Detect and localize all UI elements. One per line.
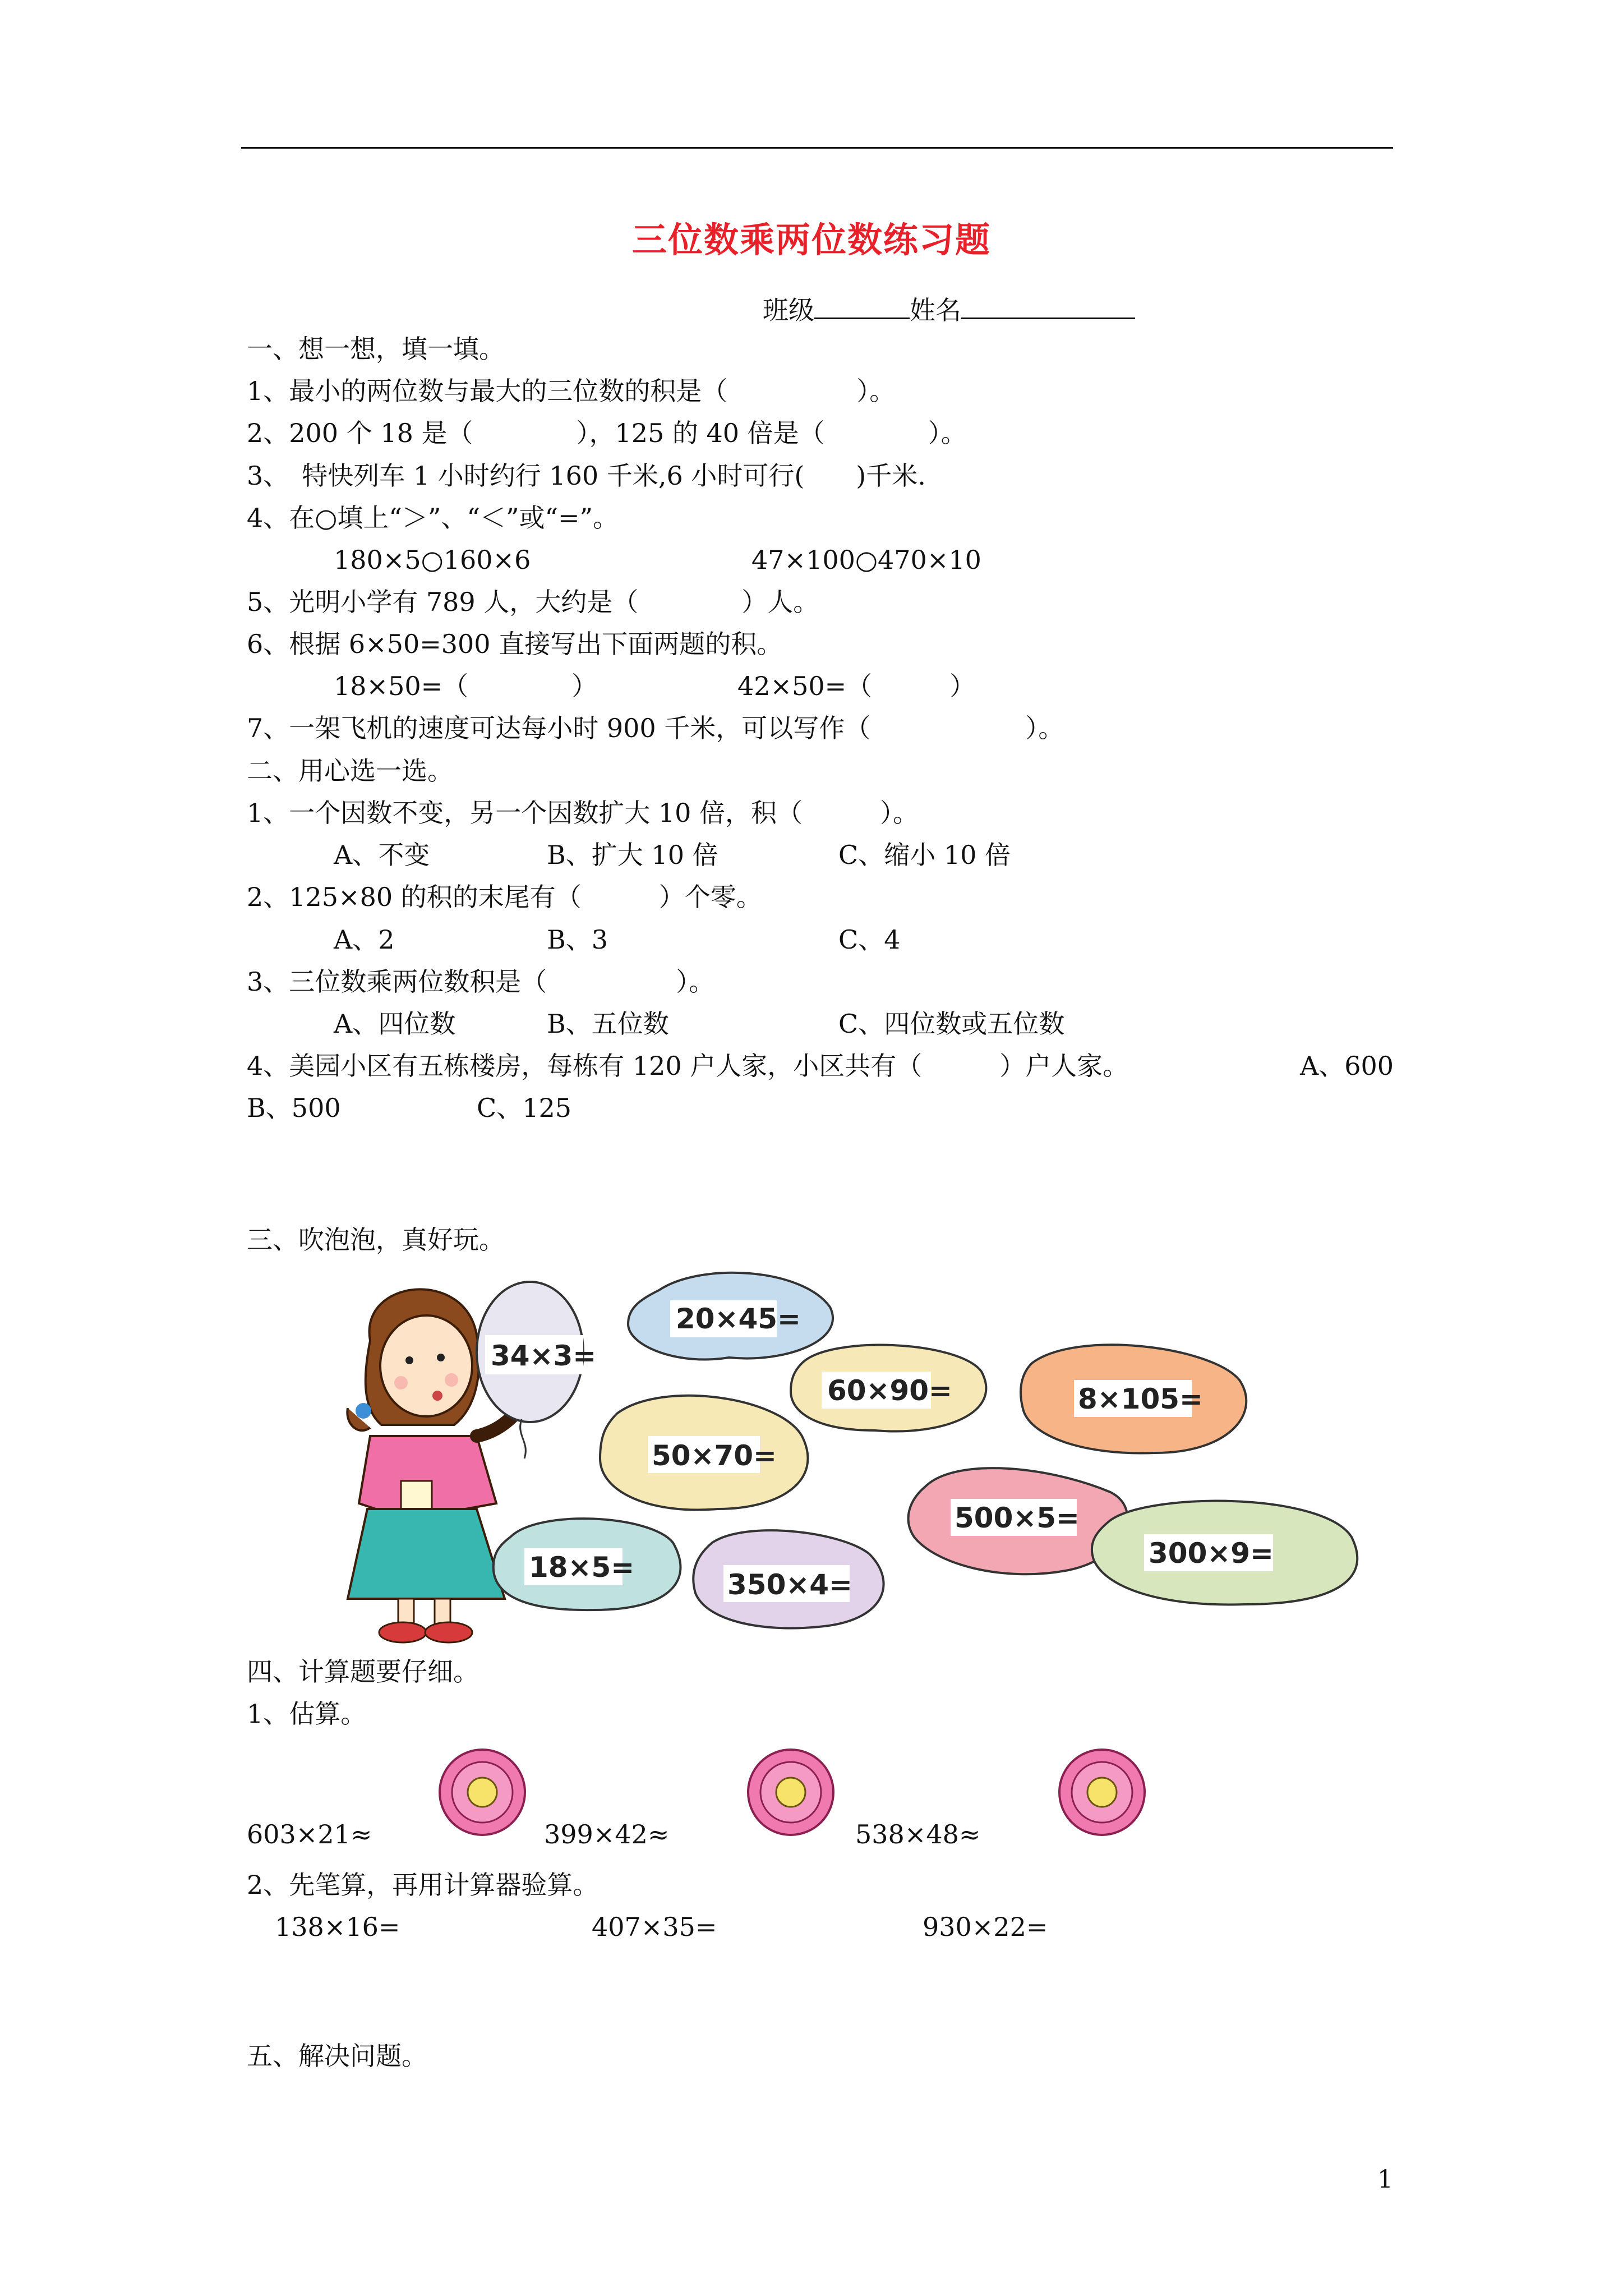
s2-q2-opt-b: B、3: [547, 924, 608, 955]
s4-estimate-2: 399×42≈: [544, 1819, 670, 1849]
class-blank[interactable]: [814, 292, 910, 319]
s2-q4: 4、美园小区有五栋楼房，每栋有 120 户人家，小区共有（ ）户人家。: [247, 1051, 1129, 1081]
s4-estimate-1: 603×21≈: [247, 1819, 372, 1849]
s1-q6-a: 18×50=（ ）: [334, 671, 598, 701]
page-title: 三位数乘两位数练习题: [631, 219, 991, 260]
s1-q3: 3、 特快列车 1 小时约行 160 千米,6 小时可行( )千米.: [247, 461, 926, 491]
s2-q3-opt-a: A、四位数: [334, 1009, 456, 1039]
s2-q2: 2、125×80 的积的末尾有（ ）个零。: [247, 882, 762, 912]
s2-q3-opt-b: B、五位数: [547, 1009, 669, 1039]
s1-q6: 6、根据 6×50=300 直接写出下面两题的积。: [247, 629, 783, 659]
s1-q7: 7、一架飞机的速度可达每小时 900 千米，可以写作（ ）。: [247, 713, 1064, 743]
name-blank[interactable]: [961, 292, 1135, 319]
s1-q4: 4、在○填上“＞”、“＜”或“=”。: [247, 503, 619, 533]
bubble-text-3: 60×90=: [827, 1374, 952, 1407]
name-label: 姓名: [910, 295, 961, 325]
bubble-20x45: [628, 1273, 833, 1360]
s4-calc-label: 2、先笔算，再用计算器验算。: [247, 1870, 599, 1900]
s1-q5: 5、光明小学有 789 人，大约是（ ）人。: [247, 587, 819, 617]
s1-q6-b: 42×50=（ ）: [737, 671, 976, 701]
s4-estimate-label: 1、估算。: [247, 1699, 367, 1729]
s2-q1-opt-a: A、不变: [334, 840, 430, 870]
class-name-line: [763, 292, 1135, 327]
s1-q2: 2、200 个 18 是（ ），125 的 40 倍是（ ）。: [247, 418, 967, 448]
bubble-18x5: [494, 1519, 681, 1610]
bubble-8x105: [1021, 1345, 1246, 1453]
s2-q2-opt-c: C、4: [838, 924, 901, 955]
flower-icon: [746, 1747, 836, 1837]
bubble-50x70: [600, 1396, 808, 1510]
section2-heading: 二、用心选一选。: [247, 756, 453, 786]
s2-q4-opt-c: C、125: [477, 1093, 571, 1123]
section5-heading: 五、解决问题。: [247, 2041, 427, 2071]
s4-estimate-3: 538×48≈: [855, 1819, 981, 1849]
bubble-text-7: 300×9=: [1149, 1537, 1274, 1570]
s2-q3-opt-c: C、四位数或五位数: [838, 1009, 1065, 1039]
bubble-text-9: 350×4=: [727, 1568, 852, 1601]
bubble-illustration: [336, 1268, 1368, 1649]
section3-heading: 三、吹泡泡，真好玩。: [247, 1225, 505, 1255]
s1-q4-compare-b: 47×100○470×10: [751, 545, 981, 575]
s1-q4-compare-a: 180×5○160×6: [334, 545, 531, 575]
bubble-text-2: 20×45=: [676, 1303, 801, 1335]
section4-heading: 四、计算题要仔细。: [247, 1657, 479, 1687]
bubble-300x9: [1092, 1501, 1357, 1605]
s4-calc-1: 138×16=: [275, 1912, 400, 1942]
s2-q1: 1、一个因数不变，另一个因数扩大 10 倍，积（ ）。: [247, 798, 919, 828]
s4-calc-3: 930×22=: [923, 1912, 1048, 1942]
s1-q1: 1、最小的两位数与最大的三位数的积是（ ）。: [247, 376, 896, 406]
bubble-60x90: [791, 1345, 986, 1432]
bubble-text-4: 8×105=: [1078, 1383, 1203, 1415]
s2-q3: 3、三位数乘两位数积是（ ）。: [247, 967, 715, 997]
s2-q1-opt-b: B、扩大 10 倍: [547, 840, 718, 870]
bubble-text-5: 50×70=: [652, 1439, 777, 1472]
flower-icon: [1057, 1747, 1147, 1837]
bubble-text-6: 500×5=: [955, 1502, 1080, 1534]
bubble-text-1: 34×3=: [491, 1340, 597, 1372]
flower-icon: [437, 1747, 527, 1837]
page-number: 1: [1377, 2165, 1393, 2194]
s2-q4-opt-b: B、500: [247, 1093, 341, 1123]
s2-q2-opt-a: A、2: [334, 924, 395, 955]
class-label: 班级: [763, 295, 814, 325]
header-rule: [241, 147, 1393, 149]
section1-heading: 一、想一想，填一填。: [247, 334, 505, 364]
s2-q1-opt-c: C、缩小 10 倍: [838, 840, 1011, 870]
bubble-350x4: [693, 1530, 883, 1628]
s4-calc-2: 407×35=: [592, 1912, 717, 1942]
bubble-text-8: 18×5=: [529, 1551, 635, 1584]
s2-q4-opt-a: A、600: [1300, 1051, 1394, 1081]
